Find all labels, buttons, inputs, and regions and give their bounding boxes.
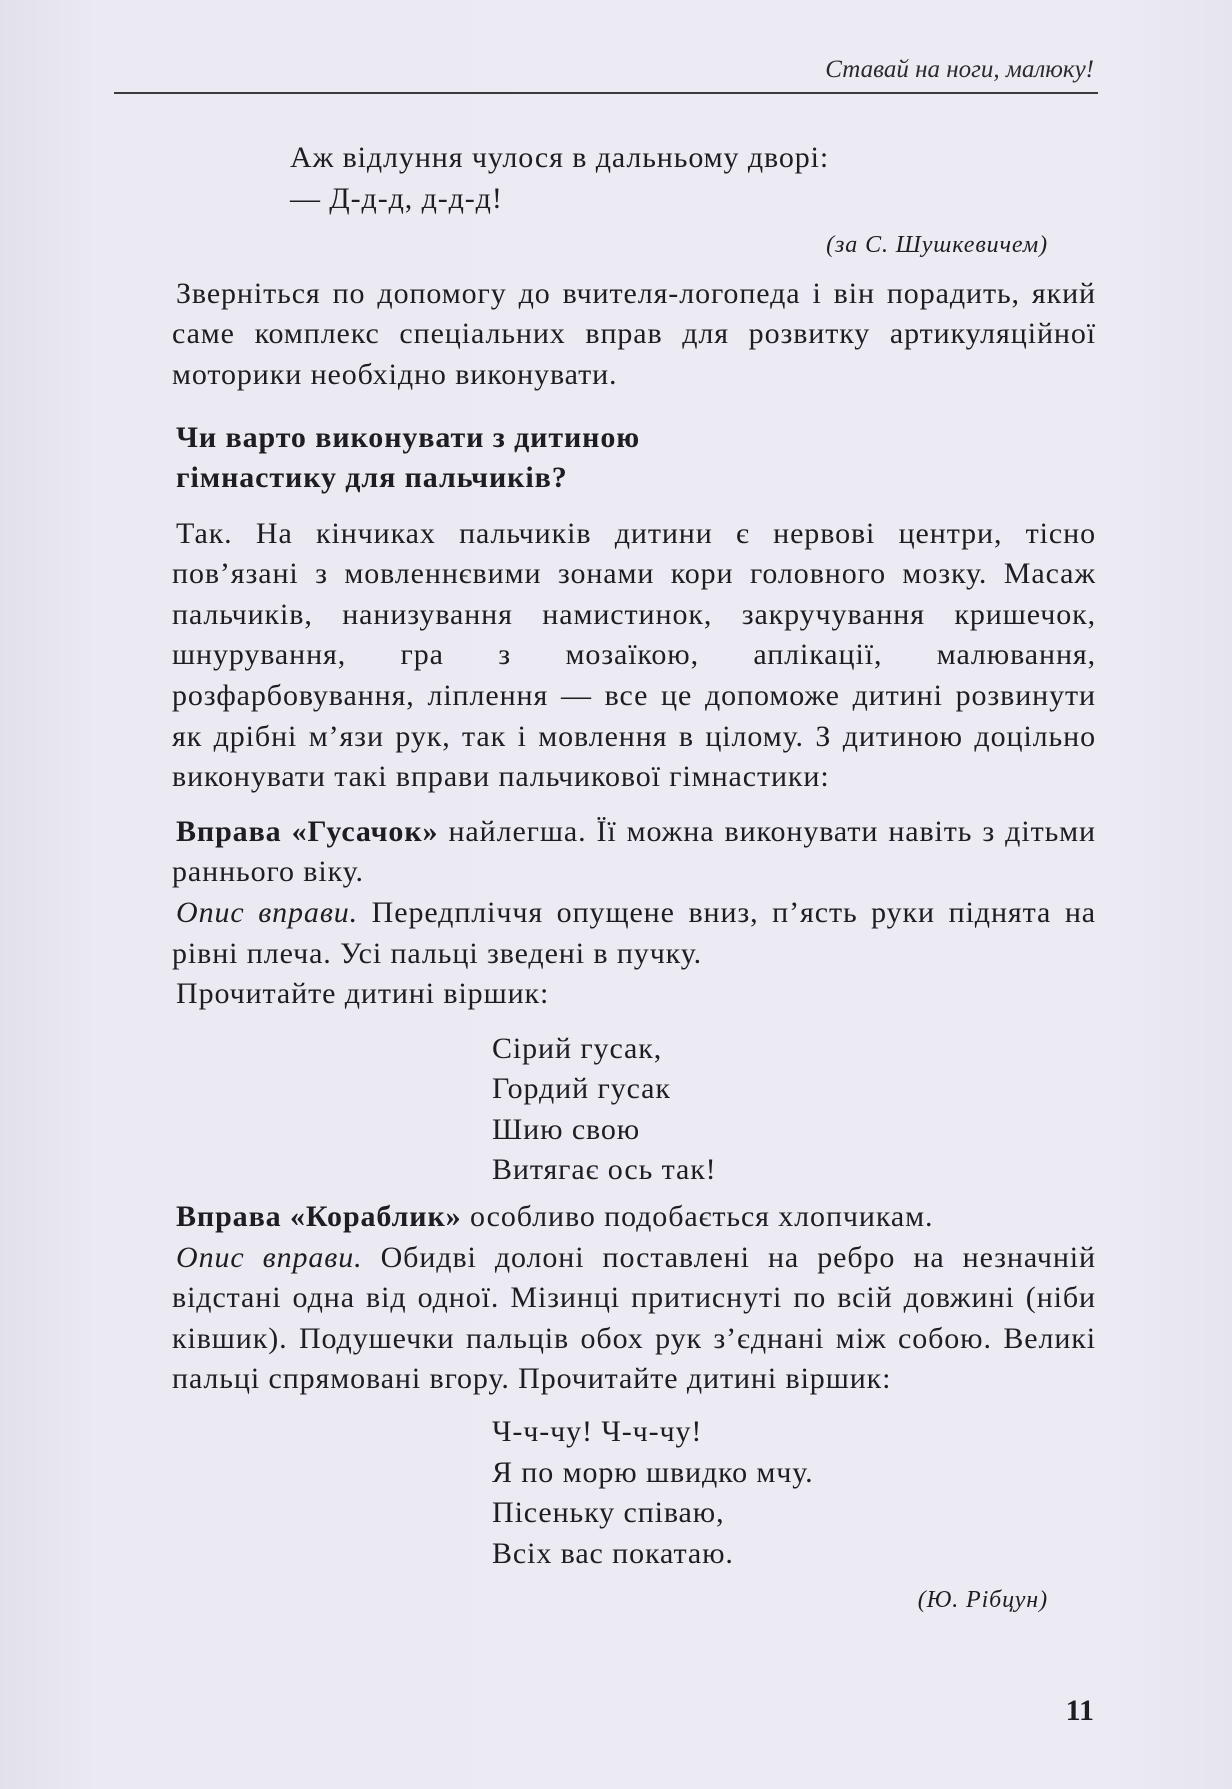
verse-gusak — [172, 1029, 1096, 1191]
verse-line: Витягає ось так! — [492, 1153, 717, 1187]
description-label: Опис вправи. — [176, 1240, 363, 1274]
paragraph-logoped: Зверніться по допомогу до вчителя-логопеда і він порадить, який саме комплекс спеціальних вправ для розвитку артикуляційної моторики необхідно виконувати. — [172, 276, 1096, 391]
verse-attribution: (Ю. Рібцун) — [917, 1587, 1048, 1614]
poem-line: Аж відлуння чулося в дальньому дворі: — [290, 141, 830, 174]
paragraph-fingers: Так. На кінчиках пальчиків дитини є нервові центри, тісно пов’язані з мовленнєвими зонами кори головного мозку. Масаж пальчиків, нанизування намистинок, закручування кришечок, шнурування, гра з мозаїкою, аплікації, малювання, розфарбовування, ліплення — все це допоможе дитині розвинути як дрібні м’язи рук, так і мовлення в цілому. З дитиною доцільно виконувати такі вправи пальчикової гімнастики: — [172, 516, 1096, 794]
page-content — [172, 138, 1096, 1621]
verse-line: Я по морю швидко мчу. — [492, 1455, 814, 1489]
exercise-text: найлегша. Її можна виконувати навіть з дітьми раннього віку. — [172, 814, 1097, 889]
section-heading — [176, 418, 1096, 498]
verse-line: Гордий гусак — [492, 1072, 671, 1106]
exercise-description — [172, 893, 1096, 974]
description-label: Опис вправи. — [176, 895, 359, 929]
exercise-title: Вправа «Кораблик» — [176, 1200, 462, 1234]
exercise-description — [172, 1238, 1096, 1400]
exercise-gusachok — [172, 812, 1096, 893]
exercise-korablyk — [172, 1197, 1096, 1238]
page-number: 11 — [1065, 1694, 1094, 1727]
poem-attribution: (за С. Шушкевичем) — [826, 232, 1048, 259]
poem-fragment — [172, 138, 1096, 266]
verse-line: Всіх вас покатаю. — [492, 1536, 734, 1570]
verse-prompt: Прочитайте дитині віршик: — [176, 977, 550, 1011]
exercise-text: особливо подобається хлопчикам. — [461, 1200, 934, 1234]
heading-line: гімнастику для пальчиків? — [176, 460, 568, 494]
poem-line: — Д-д-д, д-д-д! — [290, 181, 503, 215]
description-text: Передпліччя опущене вниз, п’ясть руки піднята на рівні плеча. Усі пальці зведені в пучку. — [172, 895, 1096, 970]
description-text: Обидві долоні поставлені на ребро на незначній відстані одна від одної. Мізинці притиснуті по всій довжині (ніби ківшик). Подушечки пальців обох рук з’єднані між собою. Великі пальці спрямовані вгору. Прочитайте дитині віршик: — [172, 1240, 1096, 1396]
verse-line: Ч-ч-чу! Ч-ч-чу! — [492, 1415, 703, 1449]
verse-korablyk — [172, 1412, 1096, 1621]
exercise-title: Вправа «Гусачок» — [176, 814, 439, 848]
verse-line: Сірий гусак, — [492, 1031, 663, 1065]
running-header: Ставай на ноги, малюку! — [825, 56, 1094, 83]
heading-line: Чи варто виконувати з дитиною — [176, 420, 641, 454]
header-rule — [114, 92, 1098, 94]
verse-line: Пісеньку співаю, — [492, 1496, 725, 1530]
verse-line: Шию свою — [492, 1112, 641, 1146]
